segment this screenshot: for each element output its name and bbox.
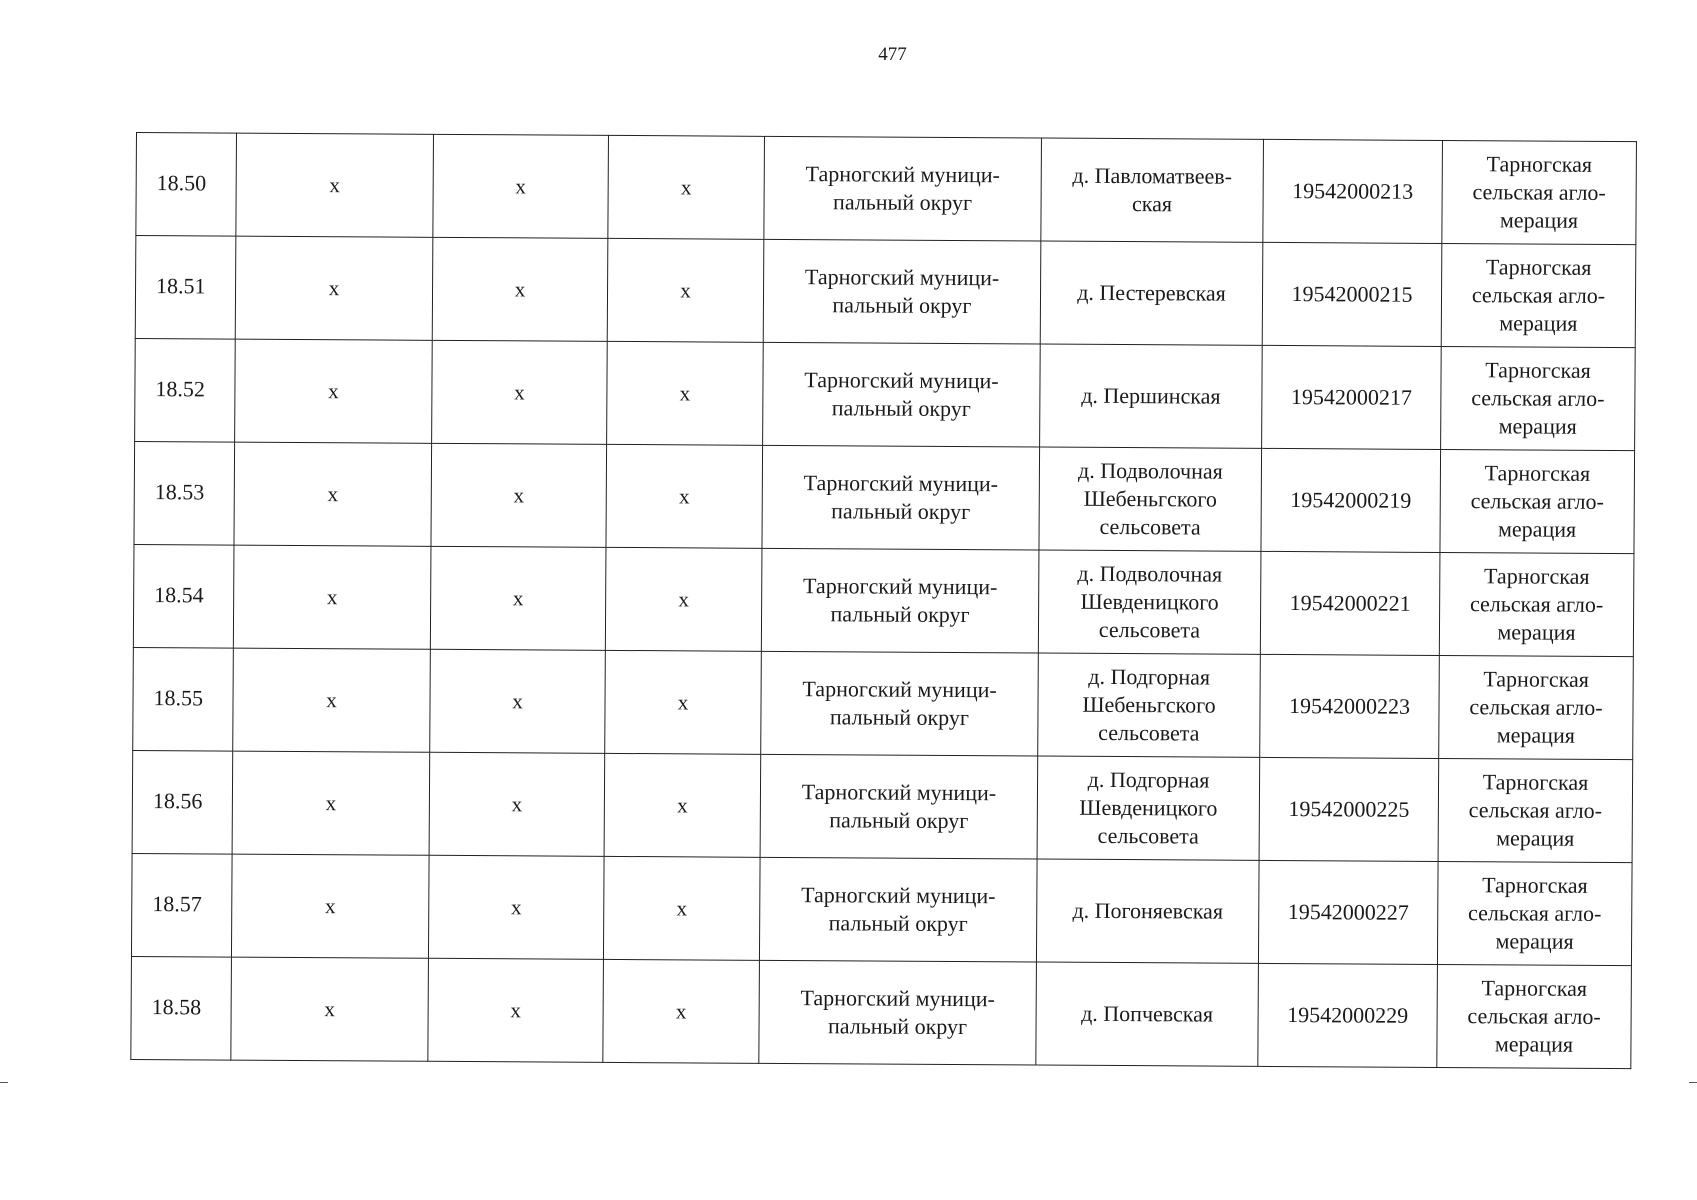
table-body [131, 133, 1637, 1069]
code-cell [1258, 963, 1438, 1067]
x-mark-text: x [329, 173, 341, 198]
row-number-cell [133, 544, 234, 648]
table-row [131, 956, 1632, 1068]
row-number-cell [135, 338, 236, 442]
row-number-cell [135, 236, 236, 340]
table-row [132, 750, 1633, 862]
table-row [135, 236, 1636, 348]
x-mark-text: x [327, 482, 339, 507]
x-mark-text: x [326, 688, 337, 713]
table-row [131, 853, 1632, 965]
agglomeration-cell [1437, 861, 1632, 965]
settlement-text: д. Попчевская [1081, 1000, 1214, 1027]
table-row [134, 441, 1635, 553]
x-mark-cell [607, 341, 764, 445]
x-mark-text: x [510, 998, 521, 1023]
district-cell [764, 136, 1042, 241]
document-table [130, 132, 1637, 1069]
district-cell [759, 857, 1037, 962]
x-mark-cell [231, 957, 429, 1061]
x-mark-cell [430, 649, 606, 753]
x-mark-text: x [510, 895, 522, 920]
table-row [133, 647, 1634, 759]
settlement-cell [1036, 859, 1259, 963]
settlement-text: д. Подгорная Шевденицкого сельсовета [1079, 766, 1218, 849]
agglomeration-cell [1439, 552, 1634, 656]
x-mark-cell [233, 648, 431, 752]
row-number-cell [133, 647, 234, 751]
code-cell [1262, 345, 1442, 449]
agglomeration-text: Тарногская сельская агло- мерация [1469, 563, 1604, 645]
agglomeration-text: Тарногская сельская агло- мерация [1469, 666, 1603, 748]
code-text: 19542000227 [1287, 899, 1409, 925]
agglomeration-cell [1441, 243, 1636, 347]
code-text: 19542000229 [1287, 1002, 1409, 1028]
agglomeration-cell [1437, 964, 1632, 1068]
x-mark-text: x [677, 690, 689, 715]
settlement-text: д. Подволочная Шебеньгского сельсовета [1078, 457, 1223, 540]
district-text: Тарногский муници- пальный округ [803, 573, 998, 628]
x-mark-cell [432, 237, 608, 341]
agglomeration-text: Тарногская сельская агло- мерация [1468, 872, 1602, 954]
district-cell [761, 548, 1039, 653]
district-cell [763, 239, 1041, 344]
district-text: Тарногский муници- пальный округ [805, 161, 1000, 216]
x-mark-cell [428, 855, 604, 959]
code-text: 19542000221 [1289, 590, 1411, 616]
settlement-text: д. Пестеревская [1077, 279, 1226, 306]
agglomeration-cell [1441, 346, 1636, 450]
settlement-text: д. Погоняевская [1072, 897, 1224, 924]
agglomeration-text: Тарногская сельская агло- мерация [1471, 254, 1606, 336]
x-mark-cell [605, 650, 762, 754]
x-mark-text: x [677, 793, 688, 818]
district-text: Тарногский муници- пальный округ [804, 264, 1000, 319]
row-number-cell [136, 133, 237, 237]
x-mark-cell [231, 854, 429, 958]
code-cell [1263, 139, 1443, 243]
document-table-wrapper [130, 132, 1636, 1069]
x-mark-text: x [324, 997, 335, 1022]
settlement-cell [1036, 962, 1259, 1066]
code-cell [1260, 654, 1440, 758]
x-mark-cell [429, 752, 605, 856]
agglomeration-text: Тарногская сельская агло- мерация [1471, 357, 1605, 439]
x-mark-text: x [514, 380, 525, 405]
code-cell [1261, 448, 1441, 552]
agglomeration-cell [1442, 140, 1637, 244]
row-number-cell [132, 750, 233, 854]
x-mark-text: x [680, 278, 691, 303]
x-mark-text: x [328, 379, 339, 404]
x-mark-text: x [514, 277, 526, 302]
x-mark-cell [232, 751, 430, 855]
settlement-cell [1040, 241, 1263, 345]
table-row [135, 338, 1636, 450]
x-mark-text: x [676, 896, 688, 921]
settlement-cell [1041, 138, 1264, 242]
x-mark-cell [233, 545, 431, 649]
x-mark-text: x [328, 276, 340, 301]
x-mark-cell [603, 856, 760, 960]
margin-tick-left [0, 1082, 8, 1083]
row-number-text: 18.53 [154, 479, 205, 505]
settlement-text: д. Подволочная Шевденицкого сельсовета [1077, 560, 1223, 643]
district-text: Тарногский муници- пальный округ [804, 367, 999, 422]
settlement-text: д. Павломатвеев- ская [1072, 162, 1233, 217]
x-mark-cell [604, 753, 761, 857]
row-number-text: 18.57 [152, 891, 202, 917]
code-text: 19542000217 [1290, 384, 1412, 410]
row-number-text: 18.50 [156, 170, 207, 196]
x-mark-cell [428, 958, 604, 1062]
district-cell [763, 342, 1041, 447]
settlement-cell [1037, 756, 1260, 860]
x-mark-cell [605, 547, 762, 651]
settlement-text: д. Подгорная Шебеньгского сельсовета [1082, 663, 1216, 746]
x-mark-cell [432, 340, 608, 444]
district-cell [760, 754, 1038, 859]
agglomeration-text: Тарногская сельская агло- мерация [1472, 151, 1606, 233]
agglomeration-text: Тарногская сельская агло- мерация [1470, 460, 1604, 542]
x-mark-text: x [678, 484, 690, 509]
district-text: Тарногский муници- пальный округ [802, 676, 997, 731]
x-mark-text: x [512, 689, 523, 714]
x-mark-text: x [515, 174, 526, 199]
x-mark-text: x [512, 586, 524, 611]
x-mark-cell [236, 133, 434, 237]
district-cell [761, 651, 1039, 756]
x-mark-text: x [324, 894, 336, 919]
agglomeration-text: Тарногская сельская агло- мерация [1467, 975, 1601, 1057]
row-number-text: 18.58 [151, 994, 202, 1020]
settlement-cell [1039, 447, 1262, 551]
row-number-cell [131, 956, 232, 1060]
x-mark-cell [607, 238, 764, 342]
x-mark-text: x [680, 175, 692, 200]
district-text: Тарногский муници- пальный округ [803, 470, 999, 525]
table-row [133, 544, 1634, 656]
row-number-cell [131, 853, 232, 957]
code-text: 19542000219 [1290, 487, 1412, 513]
row-number-text: 18.51 [155, 273, 206, 299]
x-mark-cell [608, 135, 765, 239]
table-row [136, 133, 1637, 245]
code-text: 19542000223 [1288, 693, 1411, 719]
agglomeration-cell [1438, 758, 1633, 862]
agglomeration-text: Тарногская сельская агло- мерация [1468, 769, 1603, 851]
code-cell [1262, 242, 1442, 346]
agglomeration-cell [1440, 449, 1635, 553]
district-cell [762, 445, 1040, 550]
code-text: 19542000215 [1291, 281, 1413, 307]
row-number-text: 18.52 [155, 376, 206, 402]
page-number: 477 [878, 44, 907, 65]
margin-tick-right [1689, 1082, 1697, 1083]
x-mark-text: x [678, 587, 689, 612]
x-mark-text: x [675, 999, 687, 1024]
x-mark-cell [606, 444, 763, 548]
row-number-text: 18.55 [153, 685, 204, 711]
district-text: Тарногский муници- пальный округ [800, 985, 995, 1040]
district-cell [759, 960, 1037, 1065]
x-mark-cell [235, 236, 433, 340]
x-mark-text: x [679, 381, 691, 406]
settlement-cell [1038, 653, 1261, 757]
district-text: Тарногский муници- пальный округ [801, 882, 996, 937]
code-cell [1260, 551, 1440, 655]
code-text: 19542000225 [1288, 796, 1410, 822]
x-mark-cell [430, 546, 606, 650]
x-mark-text: x [325, 791, 337, 816]
row-number-text: 18.56 [152, 788, 203, 814]
x-mark-text: x [513, 483, 525, 508]
settlement-cell [1040, 344, 1263, 448]
row-number-cell [134, 441, 235, 545]
x-mark-cell [234, 442, 432, 546]
code-cell [1259, 757, 1439, 861]
x-mark-cell [433, 134, 609, 238]
agglomeration-cell [1439, 655, 1634, 759]
x-mark-cell [431, 443, 607, 547]
settlement-text: д. Першинская [1081, 382, 1221, 409]
code-cell [1258, 860, 1438, 964]
code-text: 19542000213 [1292, 178, 1414, 204]
x-mark-text: x [326, 585, 338, 610]
x-mark-text: x [511, 792, 523, 817]
row-number-text: 18.54 [154, 582, 204, 608]
x-mark-cell [603, 959, 760, 1063]
district-text: Тарногский муници- пальный округ [801, 779, 997, 834]
x-mark-cell [235, 339, 433, 443]
settlement-cell [1038, 550, 1261, 654]
